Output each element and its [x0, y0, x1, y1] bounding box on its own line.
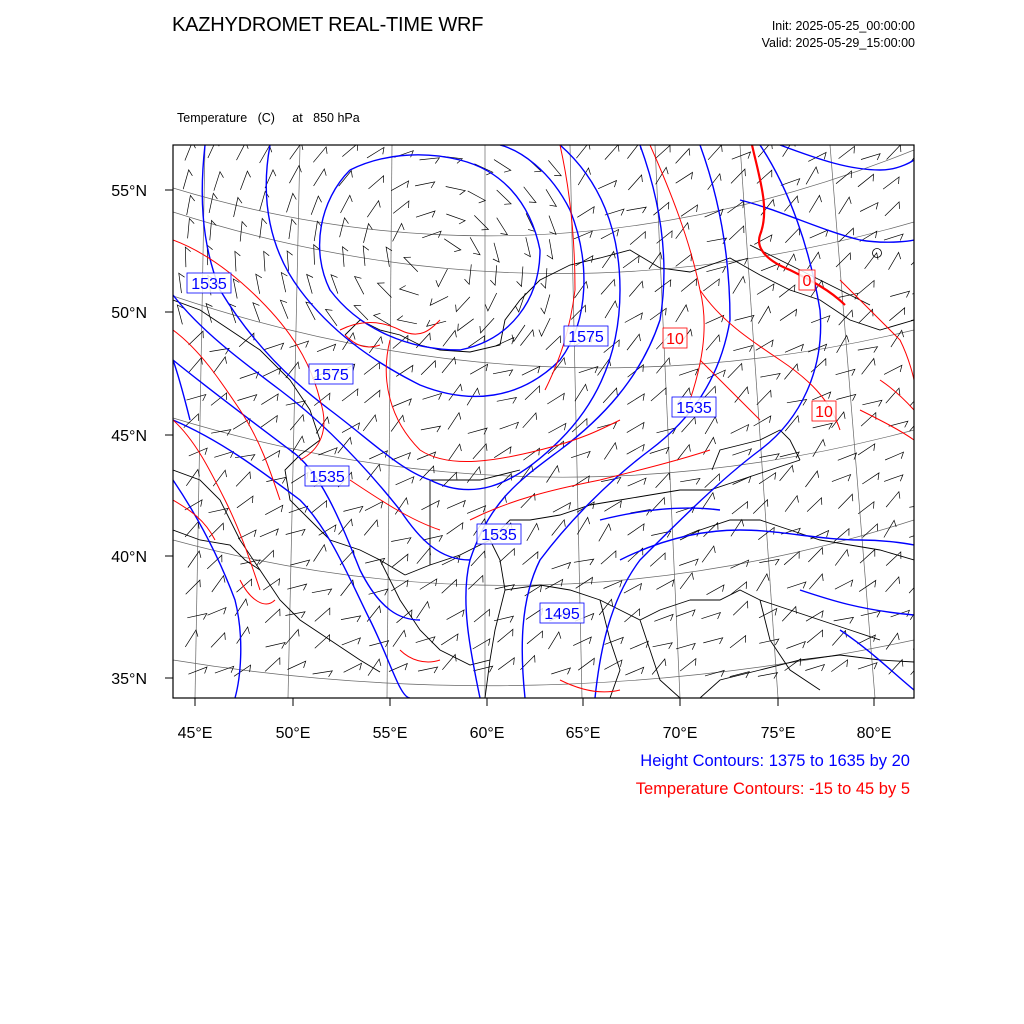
lon-label-75: 75°E [760, 725, 796, 742]
lat-label-35: 35°N [111, 671, 147, 688]
lat-label-55: 55°N [111, 183, 147, 200]
lon-label-70: 70°E [662, 725, 698, 742]
wind-barb [917, 468, 929, 485]
temperature-label: 0 [802, 273, 812, 290]
wind-barb [916, 202, 931, 215]
lon-label-65: 65°E [565, 725, 601, 742]
lon-label-55: 55°E [372, 725, 408, 742]
height-label: 1535 [309, 469, 345, 486]
wind-barb [914, 448, 933, 455]
height-label: 1495 [544, 606, 580, 623]
lon-label-80: 80°E [856, 725, 892, 742]
height-label: 1535 [191, 276, 227, 293]
temperature-label: 10 [815, 404, 833, 421]
wind-barb [915, 230, 932, 241]
wind-barb [913, 632, 925, 649]
lon-tick-marks [195, 698, 874, 706]
lat-label-50: 50°N [111, 305, 147, 322]
height-label: 1535 [676, 400, 712, 417]
field-temperature: Temperature (C) at 850 hPa [177, 111, 360, 125]
wind-barb [915, 339, 933, 348]
lon-label-45: 45°E [177, 725, 213, 742]
lon-label-60: 60°E [469, 725, 505, 742]
lat-label-45: 45°N [111, 428, 147, 445]
wind-barb [915, 371, 934, 379]
lat-tick-marks [165, 190, 173, 678]
lon-label-50: 50°E [275, 725, 311, 742]
lat-label-40: 40°N [111, 549, 147, 566]
valid-time: Valid: 2025-05-29_15:00:00 [761, 36, 915, 50]
height-label: 1535 [481, 527, 517, 544]
wind-barb [917, 557, 934, 568]
init-time: Init: 2025-05-25_00:00:00 [771, 19, 915, 33]
temperature-contour-legend: Temperature Contours: -15 to 45 by 5 [635, 780, 910, 798]
height-label: 1575 [568, 329, 604, 346]
map-title: KAZHYDROMET REAL-TIME WRF [172, 14, 484, 36]
wind-barb [915, 182, 935, 188]
height-label: 1575 [313, 367, 349, 384]
wind-barb [912, 287, 931, 294]
height-contour-legend: Height Contours: 1375 to 1635 by 20 [640, 752, 910, 770]
temperature-label: 10 [666, 331, 684, 348]
